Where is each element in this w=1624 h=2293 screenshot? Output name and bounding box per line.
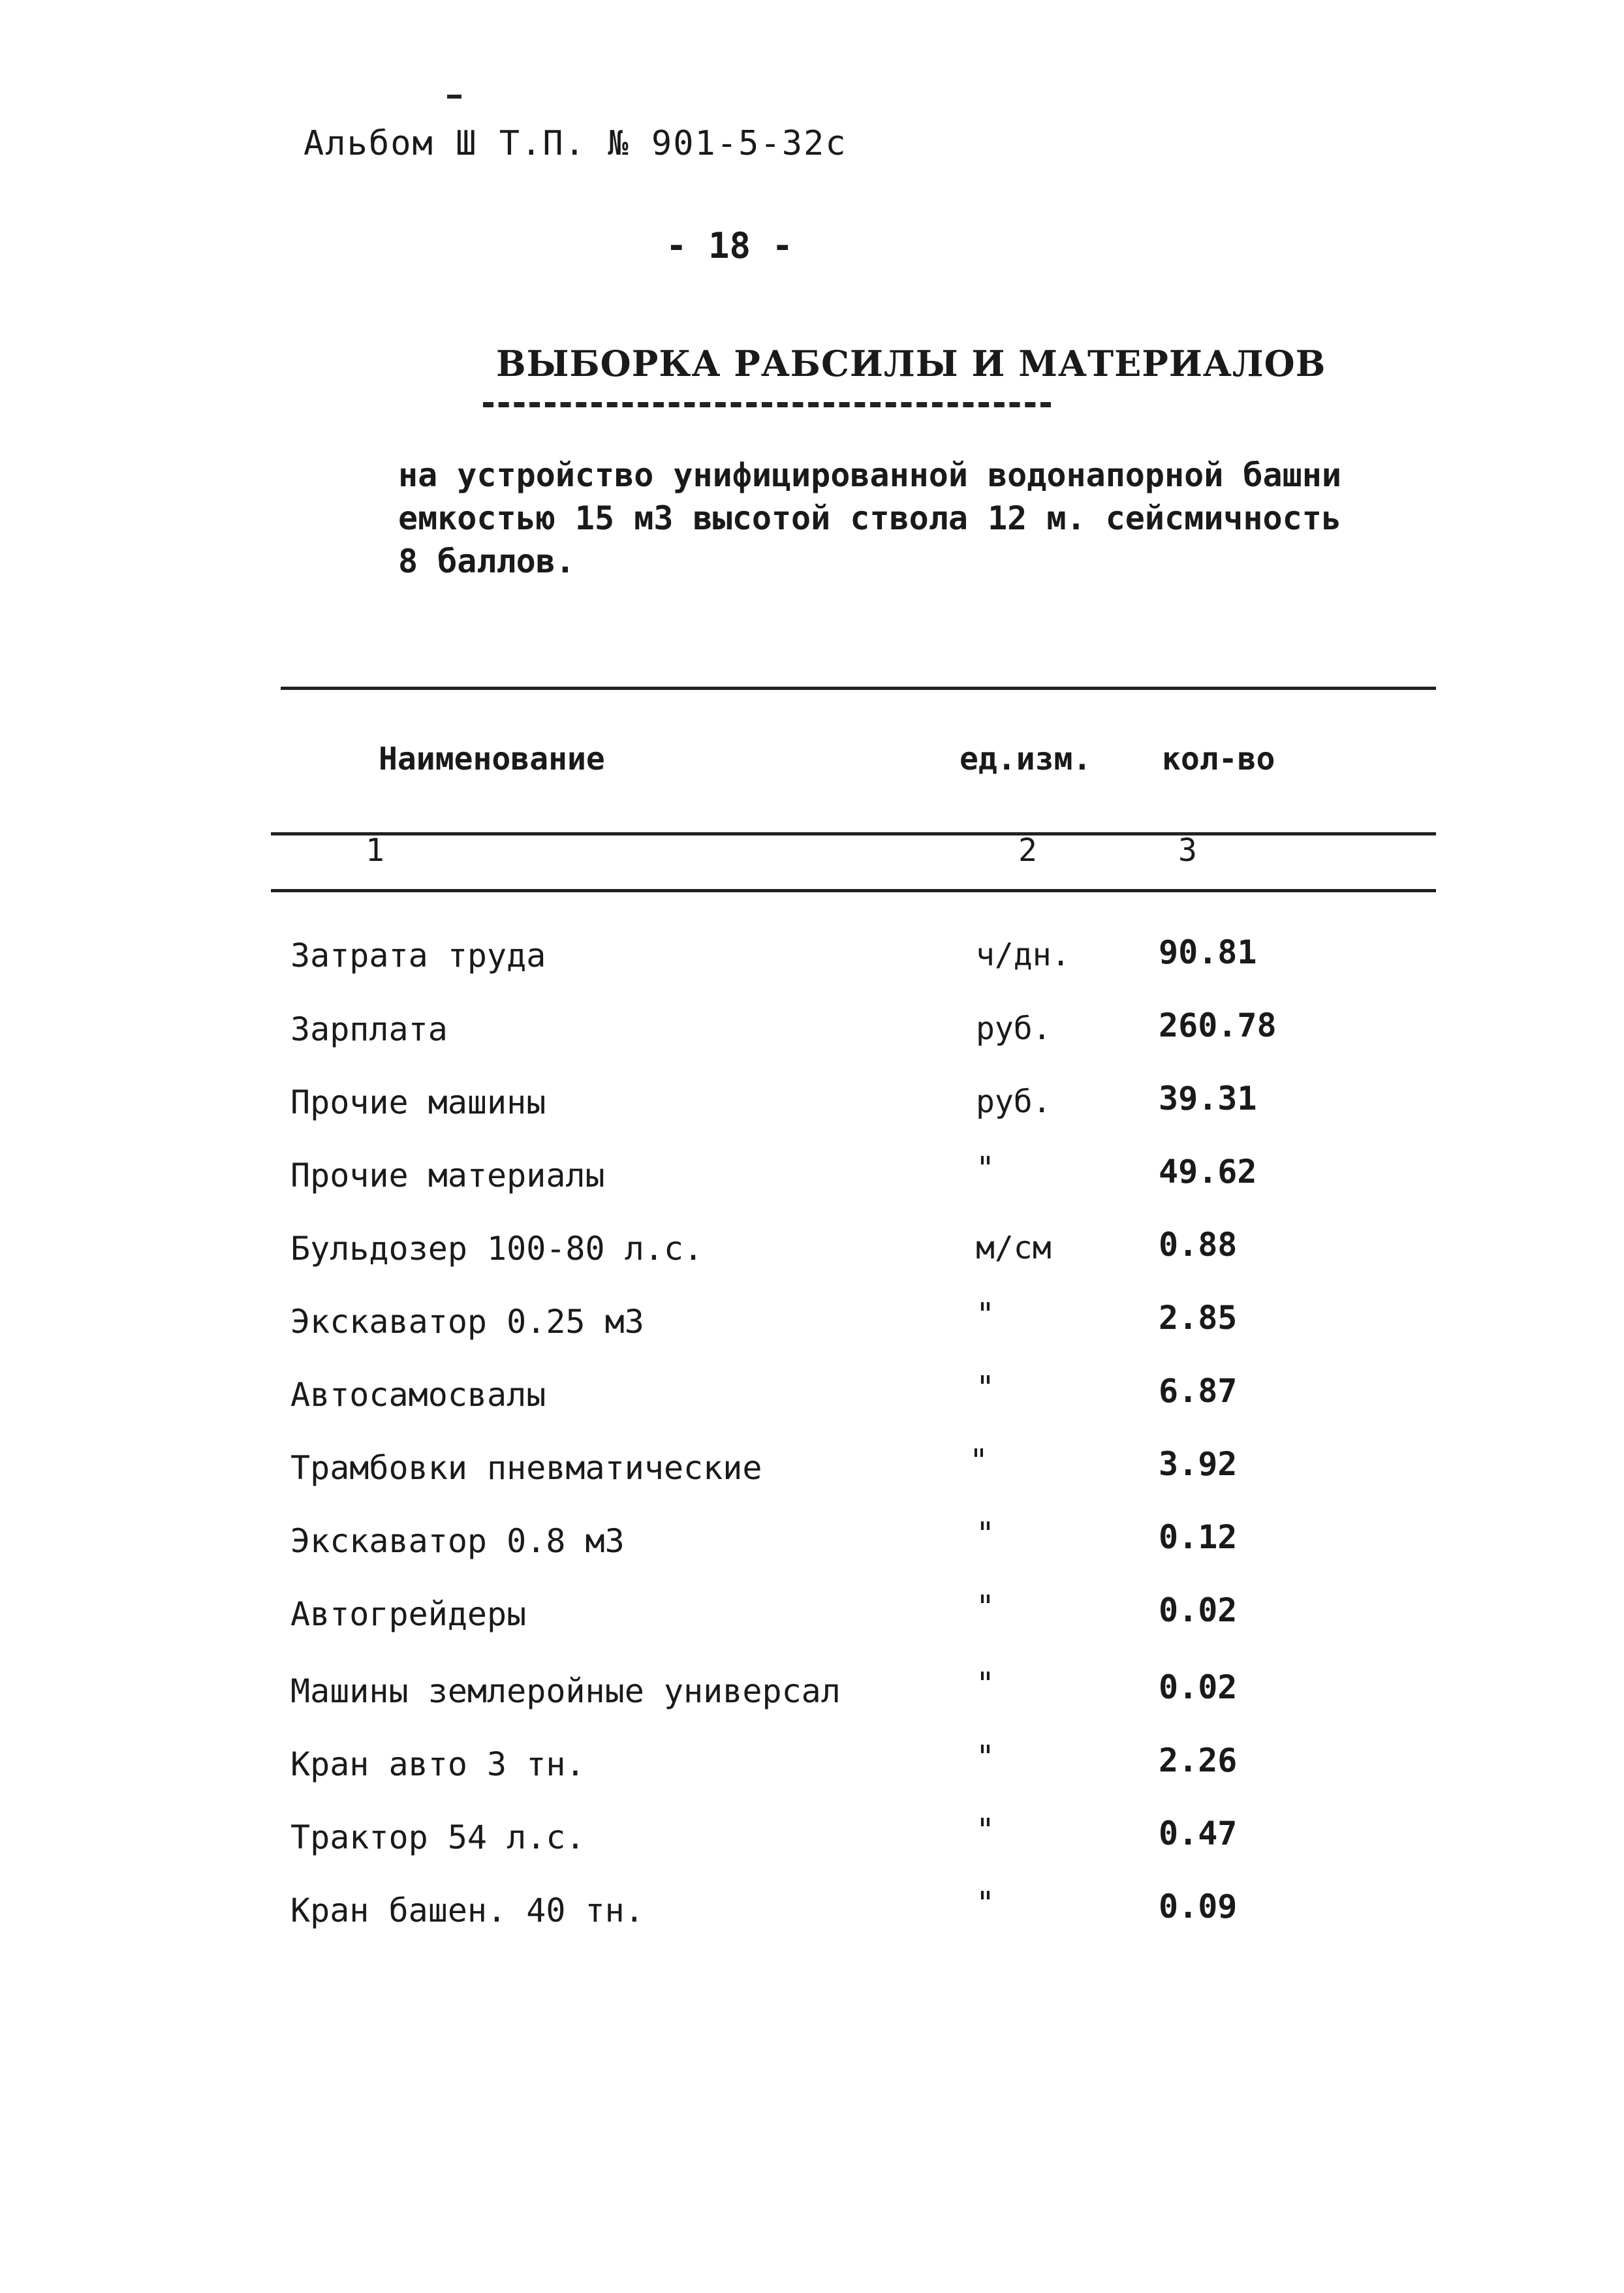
row-unit: ": [976, 1739, 995, 1775]
column-header-name: Наименование: [379, 741, 605, 777]
column-header-qty: кол-во: [1162, 741, 1275, 777]
row-unit: ": [976, 1666, 995, 1702]
row-unit: руб.: [976, 1084, 1052, 1120]
row-name: Экскаватор 0.25 м3: [290, 1303, 644, 1341]
row-qty: 49.62: [1159, 1153, 1257, 1191]
row-unit: ": [976, 1150, 995, 1187]
row-qty: 0.88: [1159, 1226, 1238, 1264]
row-unit: ч/дн.: [976, 937, 1070, 973]
row-qty: 0.02: [1159, 1668, 1238, 1706]
row-name: Автосамосвалы: [290, 1376, 546, 1414]
row-name: Прочие машины: [290, 1084, 546, 1121]
row-name: Зарплата: [290, 1010, 448, 1048]
row-name: Кран авто 3 тн.: [290, 1745, 586, 1783]
column-header-unit: ед.изм.: [960, 741, 1092, 777]
ink-mark: [447, 95, 461, 99]
row-unit: ": [976, 1589, 995, 1625]
row-name: Трамбовки пневматические: [290, 1449, 762, 1487]
column-number: 1: [366, 832, 384, 869]
row-qty: 3.92: [1159, 1445, 1238, 1483]
document-description: [398, 454, 1345, 583]
row-unit: руб.: [976, 1010, 1052, 1047]
row-qty: 2.85: [1159, 1299, 1238, 1337]
row-name: Бульдозер 100-80 л.с.: [290, 1230, 704, 1268]
column-number: 3: [1178, 832, 1197, 869]
table-top-rule: [281, 687, 1436, 690]
row-qty: 90.81: [1159, 933, 1257, 971]
row-name: Затрата труда: [290, 937, 546, 975]
row-unit: ": [976, 1812, 995, 1848]
row-name: Машины землеройные универсал: [290, 1672, 841, 1710]
row-qty: 260.78: [1159, 1006, 1277, 1044]
row-qty: 0.12: [1159, 1518, 1238, 1556]
row-unit: ": [969, 1443, 988, 1479]
title-underline: [483, 392, 1051, 407]
row-unit: ": [976, 1369, 995, 1406]
page-number: - 18 -: [666, 225, 794, 266]
row-name: Трактор 54 л.с.: [290, 1818, 586, 1856]
description-line: на устройство унифицированной водонапорной башни: [398, 456, 1341, 494]
document-title: ВЫБОРКА РАБСИЛЫ И МАТЕРИАЛОВ: [496, 343, 1326, 384]
row-qty: 2.26: [1159, 1741, 1238, 1779]
description-line: 8 баллов.: [398, 542, 575, 580]
row-qty: 0.02: [1159, 1591, 1238, 1629]
row-unit: ": [976, 1516, 995, 1552]
row-qty: 0.09: [1159, 1888, 1238, 1926]
row-qty: 6.87: [1159, 1372, 1238, 1410]
row-unit: м/см: [976, 1230, 1052, 1266]
row-name: Кран башен. 40 тн.: [290, 1892, 644, 1929]
row-name: Автогрейдеры: [290, 1595, 527, 1633]
row-name: Прочие материалы: [290, 1157, 605, 1194]
row-unit: ": [976, 1296, 995, 1333]
header-bottom-rule: [271, 832, 1436, 835]
row-unit: ": [976, 1885, 995, 1922]
row-name: Экскаватор 0.8 м3: [290, 1522, 625, 1560]
row-qty: 39.31: [1159, 1080, 1257, 1117]
album-header: Альбом Ш Т.П. № 901-5-32с: [304, 124, 847, 163]
row-qty: 0.47: [1159, 1815, 1238, 1852]
column-number: 2: [1018, 832, 1037, 869]
column-numbers-rule: [271, 889, 1436, 892]
description-line: емкостью 15 м3 высотой ствола 12 м. сейсмичность: [398, 499, 1341, 537]
